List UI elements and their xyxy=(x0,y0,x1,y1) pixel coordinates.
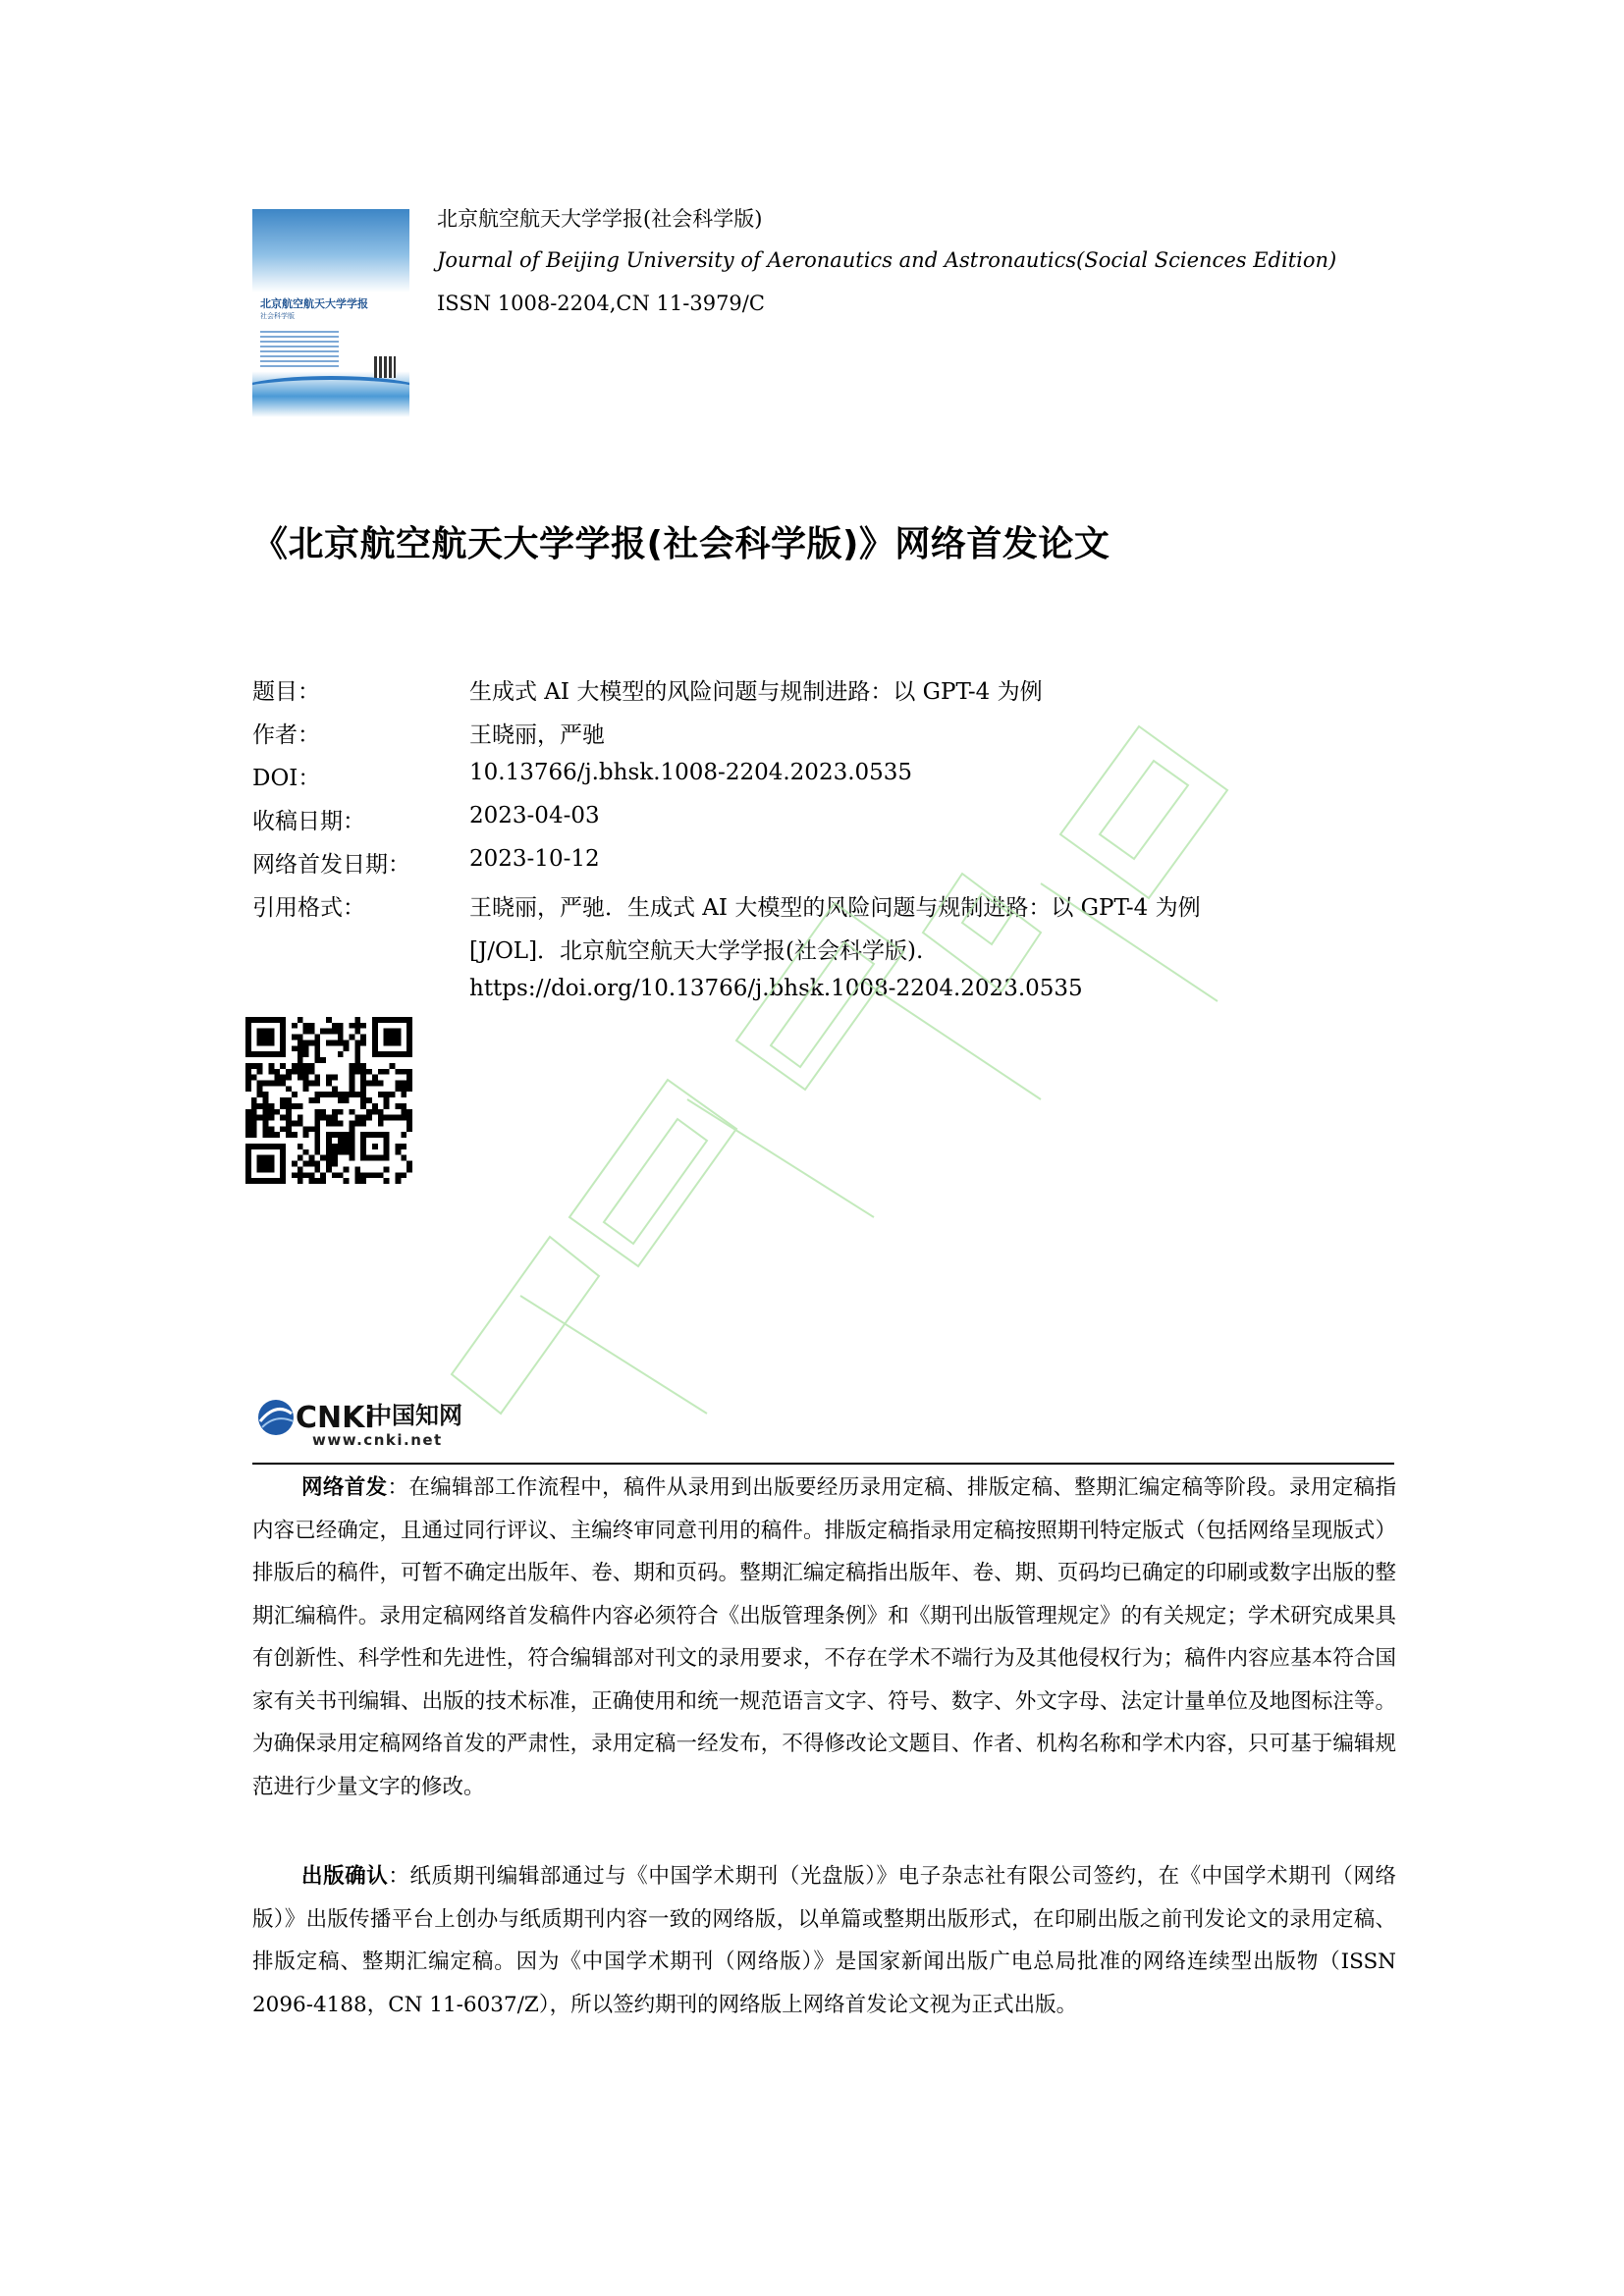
meta-received-value: 2023-04-03 xyxy=(469,803,600,828)
paragraph-text-network-first: ：在编辑部工作流程中，稿件从录用到出版要经历录用定稿、排版定稿、整期汇编定稿等阶段。录用定稿指内容已经确定，且通过同行评议、主编终审同意刊用的稿件。排版定稿指录用定稿按照期刊特定版式（包括网络呈现版式）排版后的稿件，可暂不确定出版年、卷、期和页码。整期汇编定稿指出版年、卷、期、页码均已确定的印刷或数字出版的整期汇编稿件。录用定稿网络首发稿件内容必须符合《出版管理条例》和《期刊出版管理规定》的有关规定；学术研究成果具有创新性、科学性和先进性，符合编辑部对刊文的录用要求，不存在学术不端行为及其他侵权行为；稿件内容应基本符合国家有关书刊编辑、出版的技术标准，正确使用和统一规范语言文字、符号、数字、外文字母、法定计量单位及地图标注等。为确保录用定稿网络首发的严肃性，录用定稿一经发布，不得修改论文题目、作者、机构名称和学术内容，只可基于编辑规范进行少量文字的修改。 xyxy=(252,1475,1396,1799)
journal-cover-image xyxy=(252,209,409,417)
divider-rule xyxy=(252,1463,1394,1465)
journal-name-cn: 北京航空航天大学学报(社会科学版) xyxy=(437,207,763,231)
meta-doi-label: DOI： xyxy=(252,766,321,791)
cover-subtitle: 社会科学版 xyxy=(260,312,295,320)
meta-title-value: 生成式 AI 大模型的风险问题与规制进路：以 GPT-4 为例 xyxy=(469,679,1043,705)
cnki-url[interactable]: www.cnki.net xyxy=(312,1431,443,1449)
journal-issn: ISSN 1008-2204,CN 11-3979/C xyxy=(437,292,765,315)
cover-qr-icon xyxy=(374,356,396,378)
paragraph-publication-confirm xyxy=(252,1855,1396,2026)
qr-code-icon xyxy=(245,1017,412,1184)
meta-cite-line3[interactable]: https://doi.org/10.13766/j.bhsk.1008-2204.2023.0535 xyxy=(469,976,1083,1001)
meta-received-label: 收稿日期： xyxy=(252,809,365,834)
cnki-cn-name: 中国知网 xyxy=(368,1401,462,1429)
cnki-brand-text: CNKi xyxy=(296,1401,375,1435)
meta-title-label: 题目： xyxy=(252,679,320,705)
meta-doi-value[interactable]: 10.13766/j.bhsk.1008-2204.2023.0535 xyxy=(469,760,913,785)
journal-name-en: Journal of Beijing University of Aeronautics and Astronautics(Social Sciences Edition) xyxy=(437,248,1337,272)
meta-online-label: 网络首发日期： xyxy=(252,852,410,878)
paragraph-text-publication-confirm: ：纸质期刊编辑部通过与《中国学术期刊（光盘版）》电子杂志社有限公司签约，在《中国学术期刊（网络版）》出版传播平台上创办与纸质期刊内容一致的网络版，以单篇或整期出版形式，在印刷出版之前刊发论文的录用定稿、排版定稿、整期汇编定稿。因为《中国学术期刊（网络版）》是国家新闻出版广电总局批准的网络连续型出版物（ISSN 2096-4188，CN 11-6037/Z），所以签约期刊的网络版上网络首发论文视为正式出版。 xyxy=(252,1864,1396,2017)
cover-wave-graphic xyxy=(252,376,409,409)
paragraph-heading-publication-confirm: 出版确认 xyxy=(301,1864,389,1889)
cover-text-lines xyxy=(260,331,339,370)
meta-author-value: 王晓丽，严驰 xyxy=(469,722,605,748)
cnki-watermark xyxy=(412,687,1296,1433)
meta-author-label: 作者： xyxy=(252,722,320,748)
meta-cite-line1: 王晓丽，严驰．生成式 AI 大模型的风险问题与规制进路：以 GPT-4 为例 xyxy=(469,895,1201,921)
paragraph-network-first xyxy=(252,1467,1396,1808)
paragraph-heading-network-first: 网络首发 xyxy=(301,1475,388,1500)
meta-cite-label: 引用格式： xyxy=(252,895,365,921)
cover-title: 北京航空航天大学学报 xyxy=(260,297,368,310)
meta-cite-line2: [J/OL]．北京航空航天大学学报(社会科学版). xyxy=(469,938,924,964)
meta-online-value: 2023-10-12 xyxy=(469,846,600,872)
page-title: 《北京航空航天大学学报(社会科学版)》网络首发论文 xyxy=(252,524,1110,564)
